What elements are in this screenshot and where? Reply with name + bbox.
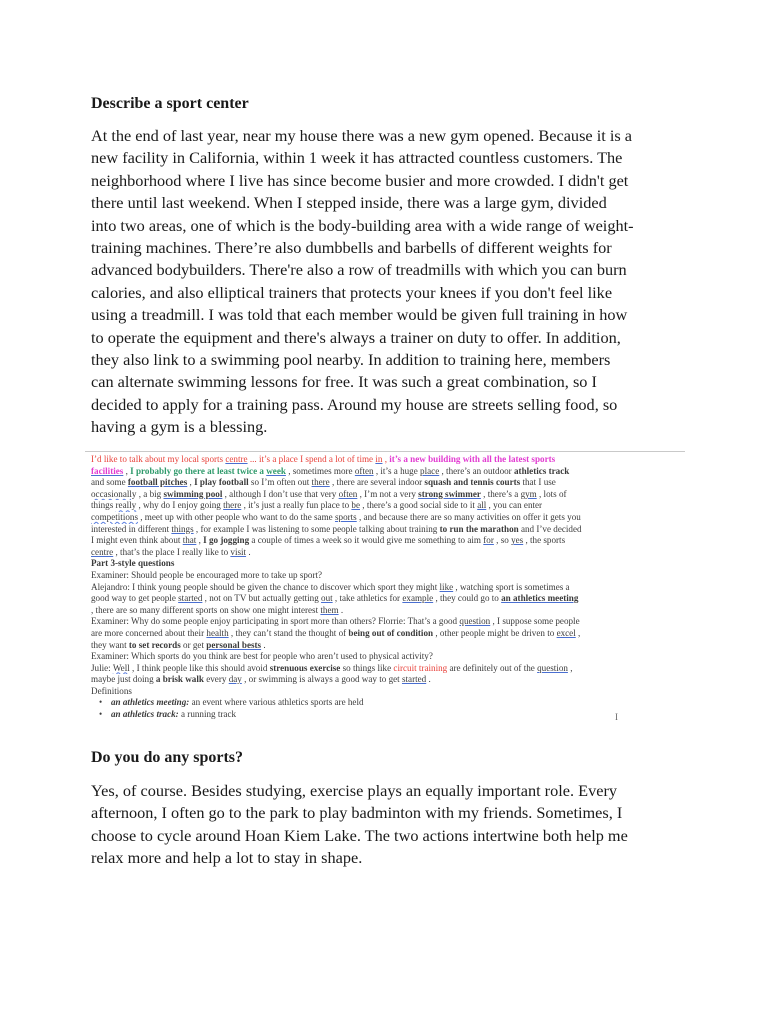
excerpt-line: Examiner: Should people be encouraged more to take up sport? [91, 569, 323, 580]
paragraph-line: neighborhood where I live has since become busier and more crowded. I didn't get [91, 170, 629, 190]
excerpt-text: , you can enter [486, 500, 543, 511]
excerpt-text: they want [91, 639, 129, 650]
excerpt-text: like [439, 581, 454, 592]
excerpt-text: that [182, 535, 197, 546]
excerpt-divider [85, 451, 685, 452]
excerpt-text: are definitely out of the [447, 662, 538, 673]
excerpt-text: , [567, 662, 573, 673]
excerpt-text: that I use [520, 477, 556, 488]
definition-text: a running track [178, 709, 237, 720]
excerpt-text: week [266, 465, 286, 476]
excerpt-text: being out of condition [348, 627, 434, 638]
excerpt-text: , watching sport is sometimes a [453, 581, 570, 592]
excerpt-text: often [338, 488, 358, 499]
excerpt-line [91, 640, 681, 652]
excerpt-text: gym [520, 488, 537, 499]
excerpt-text: , I think people like this should avoid [129, 662, 270, 673]
excerpt-text: facilities [91, 465, 124, 476]
excerpt-text: , [382, 454, 390, 464]
excerpt-text: swimming pool [163, 488, 223, 499]
excerpt-text: started [401, 674, 427, 685]
excerpt-text: , it’s just a really fun place to [241, 500, 352, 511]
excerpt-text: yes [511, 535, 524, 546]
excerpt-text: there [311, 477, 330, 488]
definition-term: an athletics track: [111, 709, 179, 720]
excerpt-line [91, 500, 681, 512]
excerpt-text: competitions [91, 511, 138, 522]
paragraph-line: Yes, of course. Besides studying, exercise plays an equally important role. Every [91, 781, 618, 800]
definition-term: an athletics meeting: [111, 697, 190, 708]
paragraph-line: afternoon, I often go to the park to play badminton with my friends. Sometimes, I [91, 803, 623, 823]
paragraph-line: relax more and help a lot to stay in shape. [91, 848, 363, 868]
excerpt-text: interested in different [91, 523, 172, 534]
excerpt-text: I probably go there at least twice a [130, 465, 267, 476]
paragraph-line: training machines. There’re also dumbbells and barbells of different weights for [91, 238, 612, 258]
excerpt-text: , [575, 627, 581, 638]
excerpt-text: them [320, 604, 339, 615]
excerpt-text: so I’m often out [248, 477, 312, 488]
excerpt-text: every [203, 674, 229, 685]
excerpt-text: question [537, 662, 568, 673]
paragraph-line: can alternate swimming lessons for free. It was such a great combination, so I [91, 372, 597, 392]
paragraph-line: choose to cycle around Hoan Kiem Lake. The two actions intertwine both help me [91, 825, 628, 845]
bullet-icon: • [99, 709, 103, 720]
excerpt-text: , and because there are so many activities on offer it gets you [356, 511, 581, 522]
excerpt-line [91, 454, 681, 466]
excerpt-line [91, 582, 681, 594]
excerpt-line [91, 628, 681, 640]
definition-item [91, 697, 681, 709]
excerpt-text: personal bests [206, 639, 262, 650]
excerpt-text: maybe just doing [91, 674, 156, 685]
excerpt-text: really [115, 500, 137, 511]
excerpt-text: good way to get people [91, 593, 179, 604]
excerpt-text: or get [180, 639, 207, 650]
paragraph-line: they also link to a swimming pool nearby. In addition to training here, members [91, 350, 611, 370]
excerpt-line [91, 547, 681, 559]
excerpt-text: , they could go to [433, 593, 502, 604]
excerpt-text: ... it’s a place I spend a lot of time [247, 454, 376, 464]
excerpt-text: question [459, 616, 491, 627]
excerpt-text: often [354, 465, 374, 476]
excerpt-text: , a big [136, 488, 164, 499]
excerpt-line [91, 535, 681, 547]
excerpt-text: , take athletics for [332, 593, 403, 604]
excerpt-text: to run the marathon [439, 523, 519, 534]
excerpt-text: I play football [194, 477, 249, 488]
excerpt-text: example [402, 593, 434, 604]
excerpt-text: Julie: [91, 662, 113, 673]
paragraph-line: having a gym is a blessing. [91, 417, 268, 437]
excerpt-text: and some [91, 477, 128, 488]
excerpt-text: , sometimes more [285, 465, 355, 476]
paragraph-line: calories, and also elliptical trainers that protects your knees if you don't feel like [91, 282, 613, 302]
excerpt-text: out [321, 593, 333, 604]
excerpt-text: , the sports [523, 535, 566, 546]
excerpt-line [91, 477, 681, 489]
excerpt-text: there [223, 500, 242, 511]
excerpt-text: , meet up with other people who want to do the same [137, 511, 335, 522]
excerpt-text: . [426, 674, 431, 685]
excerpt-text: , [123, 465, 131, 476]
excerpt-text: strong swimmer [418, 488, 481, 499]
excerpt-text: it’s a new building with all the latest sports [389, 454, 556, 464]
paragraph-line: advanced bodybuilders. There're also a row of treadmills with which you can burn [91, 260, 627, 280]
excerpt-text: , I suppose some people [490, 616, 580, 627]
paragraph-line: there until last weekend. When I stepped inside, there was a large gym, divided [91, 193, 607, 213]
excerpt-text: occasionally [91, 488, 137, 499]
excerpt-text: , [196, 535, 204, 546]
excerpt-text: a couple of times a week so it would give me something to aim [249, 535, 484, 546]
excerpt-line [91, 616, 681, 628]
sports-answer-paragraph [91, 780, 691, 870]
excerpt-text: Alejandro: I think young people should be given the chance to discover which sport they might [91, 581, 440, 592]
excerpt-line: Examiner: Which sports do you think are best for people who aren’t used to physical activity? [91, 651, 433, 662]
excerpt-text: Examiner: Why do some people enjoy participating in sport more than others? Florrie: That’s a good [91, 616, 460, 627]
paragraph-line: using a treadmill. I was told that each member would be given full training in how [91, 305, 628, 325]
excerpt-text: . [246, 546, 251, 557]
excerpt-line [91, 489, 681, 501]
paragraph-line: into two areas, one of which is the body-building area with a wide range of weight- [91, 215, 634, 235]
excerpt-text: , for example I was listening to some people talking about training [193, 523, 440, 534]
excerpt-line [91, 512, 681, 524]
excerpt-text: for [483, 535, 494, 546]
excerpt-text: . [338, 604, 344, 615]
paragraph-line: At the end of last year, near my house there was a new gym opened. Because it is a [91, 126, 632, 145]
excerpt-text: sports [334, 511, 357, 522]
excerpt-text: , so [493, 535, 512, 546]
excerpt-text: , not on TV but actually getting [202, 593, 322, 604]
excerpt-text: , [187, 477, 195, 488]
excerpt-text: visit [230, 546, 247, 557]
excerpt-text: , lots of [536, 488, 567, 499]
excerpt-text: I’d like to talk about my local sports [91, 454, 226, 464]
excerpt-text: I go jogging [203, 535, 250, 546]
excerpt-text: , it’s a huge [373, 465, 421, 476]
excerpt-text: started [178, 593, 203, 604]
excerpt-definitions-label: Definitions [91, 685, 132, 696]
excerpt-line [91, 524, 681, 536]
section-heading-do-you-do-sports: Do you do any sports? [91, 749, 244, 766]
excerpt-line [91, 663, 681, 675]
excerpt-text: . [261, 639, 266, 650]
excerpt-text: , they can’t stand the thought of [228, 627, 349, 638]
excerpt-text: , I’m not a very [357, 488, 419, 499]
excerpt-text: circuit training [393, 662, 448, 673]
excerpt-text: , there’s an outdoor [439, 465, 514, 476]
excerpt-text: an athletics meeting [501, 593, 579, 604]
excerpt-text: , there are several indoor [329, 477, 425, 488]
excerpt-text: are more concerned about their [91, 627, 207, 638]
definition-text: an event where various athletics sports are held [189, 697, 364, 708]
excerpt-text: a brisk walk [155, 674, 204, 685]
excerpt-text: health [206, 627, 229, 638]
excerpt-text: things [171, 523, 194, 534]
excerpt-text: in [375, 454, 383, 464]
excerpt-text: I might even think about [91, 535, 183, 546]
excerpt-text: centre [91, 546, 114, 557]
excerpt-text: centre [225, 454, 248, 464]
excerpt-text: football pitches [127, 477, 188, 488]
excerpt-line [91, 466, 681, 478]
excerpt-subheading: Part 3-style questions [91, 558, 175, 569]
excerpt-text: athletics track [514, 465, 570, 476]
excerpt-text: and I’ve decided [518, 523, 582, 534]
excerpt-text: day [228, 674, 242, 685]
excerpt-text: to set records [128, 639, 181, 650]
definition-item [91, 709, 681, 721]
excerpt-text: , there’s a good social side to it [360, 500, 478, 511]
excerpt-text: be [351, 500, 360, 511]
paragraph-line: to operate the equipment and there's always a trainer on duty to offer. In addition, [91, 327, 621, 347]
excerpt-line [91, 674, 681, 686]
excerpt-text: all [477, 500, 487, 511]
paragraph-line: new facility in California, within 1 week it has attracted countless customers. The [91, 148, 623, 168]
excerpt-text: , that’s the place I really like to [113, 546, 231, 557]
excerpt-line [91, 605, 681, 617]
excerpt-text: so things like [340, 662, 394, 673]
embedded-text-excerpt [91, 454, 681, 734]
excerpt-line [91, 593, 681, 605]
excerpt-text: place [420, 465, 440, 476]
excerpt-text: excel [556, 627, 576, 638]
sport-center-paragraph [91, 125, 691, 439]
excerpt-text: , although I don’t use that very [222, 488, 339, 499]
excerpt-text: squash and tennis courts [424, 477, 521, 488]
excerpt-text: , why do I enjoy going [136, 500, 224, 511]
excerpt-text: , there’s a [480, 488, 521, 499]
excerpt-text: strenuous exercise [269, 662, 341, 673]
excerpt-text: , there are so many different sports on show one might interest [91, 604, 321, 615]
paragraph-line: decided to apply for a training pass. Around my house are streets selling food, so [91, 394, 618, 414]
excerpt-text: Well [112, 662, 130, 673]
section-heading-sport-center: Describe a sport center [91, 95, 249, 112]
excerpt-text: things [91, 500, 116, 511]
excerpt-text: , or swimming is always a good way to get [241, 674, 402, 685]
excerpt-text: , other people might be driven to [433, 627, 557, 638]
cursor-mark: I [615, 712, 618, 722]
bullet-icon: • [99, 697, 103, 708]
